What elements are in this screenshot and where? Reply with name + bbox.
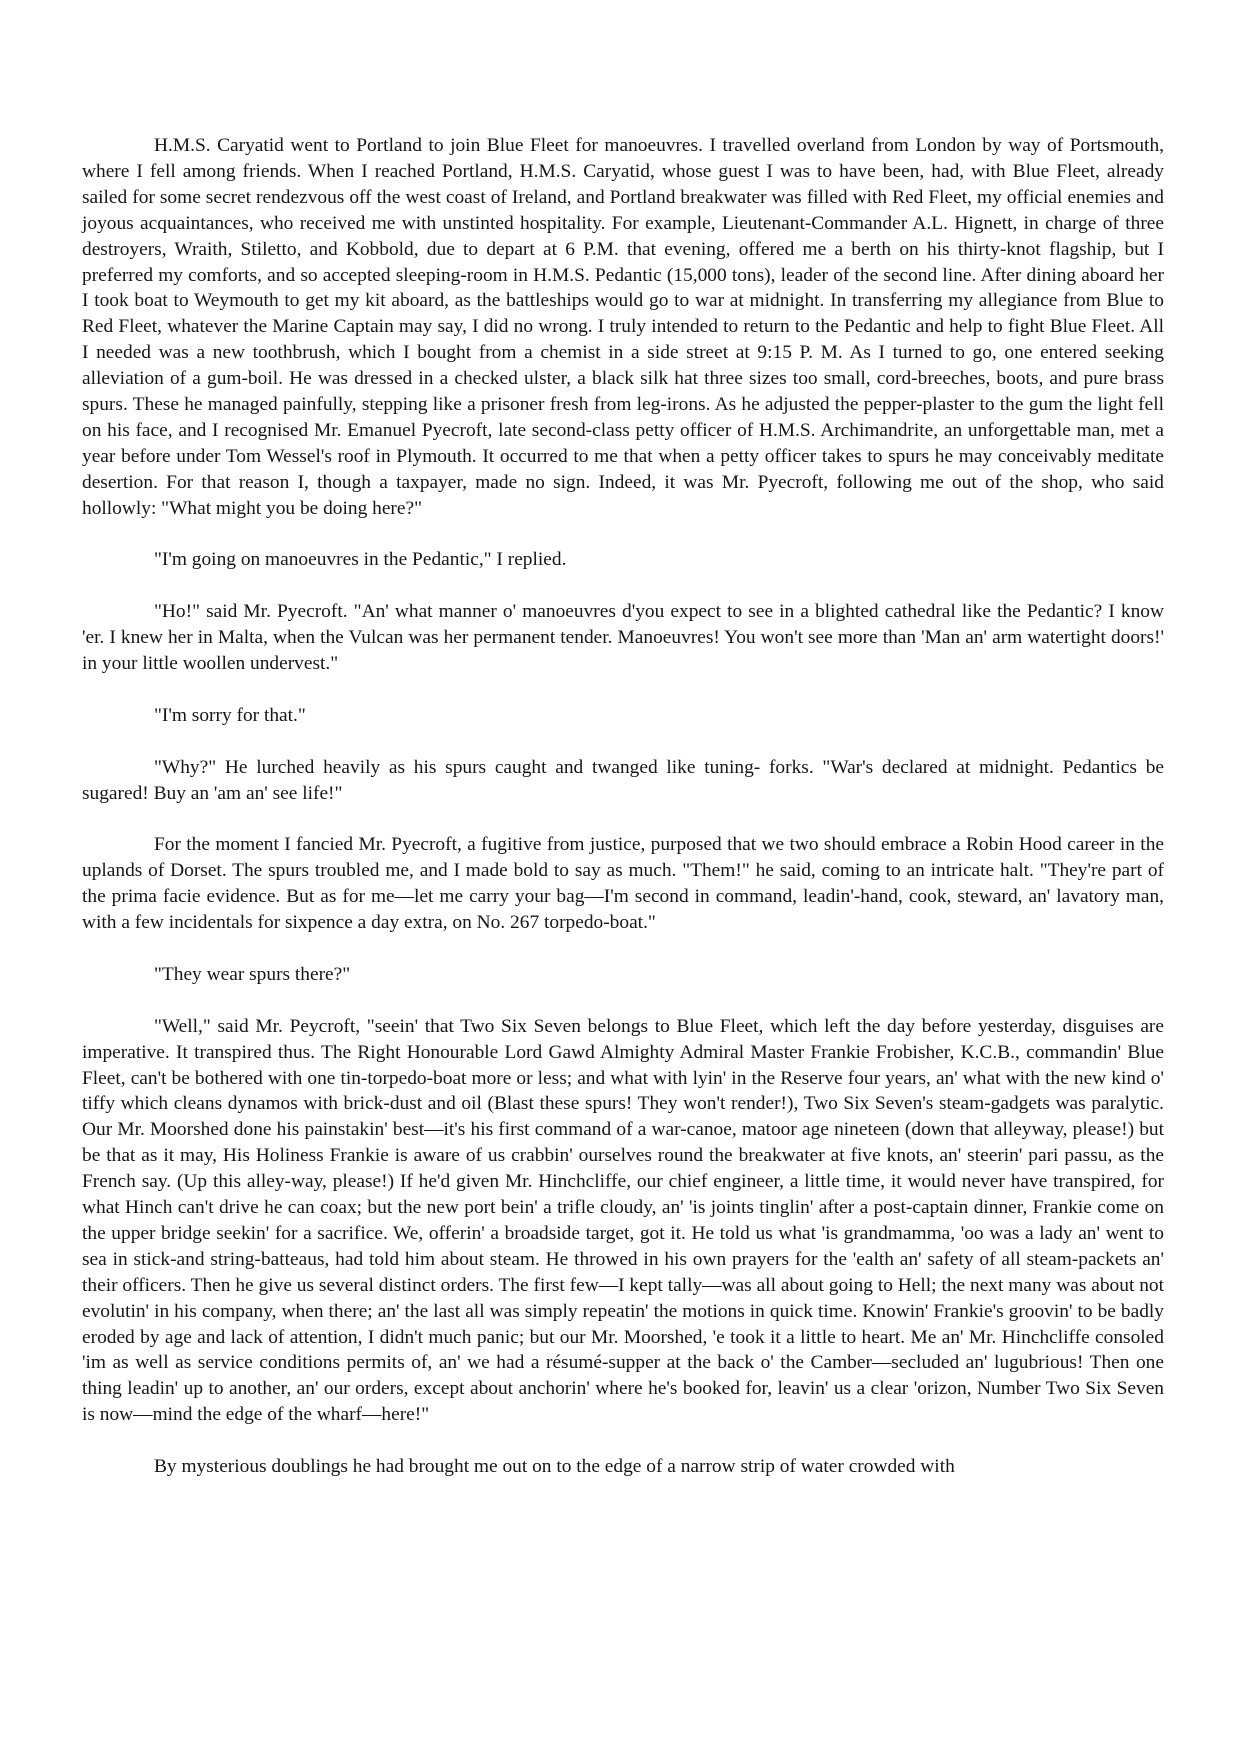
paragraph-3: "Ho!" said Mr. Pyecroft. "An' what manner o' manoeuvres d'you expect to see in a blighted cathedral like the Pedantic? I know 'er. I knew her in Malta, when the Vulcan was her permanent tender. Manoeuvres! You won't see more than 'Man an' arm watertight doors!' in your little woollen undervest.": [82, 601, 1164, 675]
paragraph-4: "I'm sorry for that.": [154, 704, 306, 726]
paragraph-8: "Well," said Mr. Peycroft, "seein' that Two Six Seven belongs to Blue Fleet, which left the day before yesterday, disguises are imperative. It transpired thus. The Right Honourable Lord Gawd Almighty Admiral Master Frankie Frobisher, K.C.B., commandin' Blue Fleet, can't be bothered with one tin-torpedo-boat more or less; and what with lyin' in the Reserve four years, an' what with the new kind o' tiffy which cleans dynamos with brick-dust and oil (Blast these spurs! They won't render!), Two Six Seven's steam-gadgets was paralytic. Our Mr. Moorshed done his painstakin' best—it's his first command of a war-canoe, matoor age nineteen (down that alleyway, please!) but be that as it may, His Holiness Frankie is aware of us crabbin' ourselves round the breakwater at five knots, an' steerin' pari passu, as the French say. (Up this alley-way, please!) If he'd given Mr. Hinchcliffe, our chief engineer, a little time, it would never have transpired, for what Hinch can't drive he can coax; but the new port bein' a trifle cloudy, an' 'is joints tinglin' after a post-captain dinner, Frankie come on the upper bridge seekin' for a sacrifice. We, offerin' a broadside target, got it. He told us what 'is grandmamma, 'oo was a lady an' went to sea in stick-and string-batteaus, had told him about steam. He throwed in his own prayers for the 'ealth an' safety of all steam-packets an' their officers. Then he give us several distinct orders. The first few—I kept tally—was all about going to Hell; the next many was about not evolutin' in his company, when there; an' the last all was simply repeatin' the motions in quick time. Knowin' Frankie's groovin' to be badly eroded by age and lack of attention, I didn't much panic; but our Mr. Moorshed, 'e took it a little to heart. Me an' Mr. Hinchcliffe consoled 'im as well as service conditions permits of, an' we had a résumé-supper at the back o' the Camber—secluded an' lugubrious! Then one thing leadin' up to another, an' our orders, except about anchorin' where he's booked for, leavin' us a clear 'orizon, Number Two Six Seven is now—mind the edge of the wharf—here!": [82, 1015, 1164, 1426]
paragraph-2: "I'm going on manoeuvres in the Pedantic," I replied.: [154, 549, 567, 571]
paragraph-6: For the moment I fancied Mr. Pyecroft, a fugitive from justice, purposed that we two should embrace a Robin Hood career in the uplands of Dorset. The spurs troubled me, and I made bold to say as much. "Them!" he said, coming to an intricate halt. "They're part of the prima facie evidence. But as for me—let me carry your bag—I'm second in command, leadin'-hand, cook, steward, an' lavatory man, with a few incidentals for sixpence a day extra, on No. 267 torpedo-boat.": [82, 834, 1164, 934]
paragraph-5: "Why?" He lurched heavily as his spurs caught and twanged like tuning- forks. "War's declared at midnight. Pedantics be sugared! Buy an 'am an' see life!": [82, 756, 1164, 804]
paragraph-9: By mysterious doublings he had brought me out on to the edge of a narrow strip of water crowded with: [154, 1456, 955, 1478]
paragraph-7: "They wear spurs there?": [154, 963, 351, 985]
document-body: [82, 133, 1164, 1480]
paragraph-1: H.M.S. Caryatid went to Portland to join Blue Fleet for manoeuvres. I travelled overland from London by way of Portsmouth, where I fell among friends. When I reached Portland, H.M.S. Caryatid, whose guest I was to have been, had, with Blue Fleet, already sailed for some secret rendezvous off the west coast of Ireland, and Portland breakwater was filled with Red Fleet, my official enemies and joyous acquaintances, who received me with unstinted hospitality. For example, Lieutenant-Commander A.L. Hignett, in charge of three destroyers, Wraith, Stiletto, and Kobbold, due to depart at 6 P.M. that evening, offered me a berth on his thirty-knot flagship, but I preferred my comforts, and so accepted sleeping-room in H.M.S. Pedantic (15,000 tons), leader of the second line. After dining aboard her I took boat to Weymouth to get my kit aboard, as the battleships would go to war at midnight. In transferring my allegiance from Blue to Red Fleet, whatever the Marine Captain may say, I did no wrong. I truly intended to return to the Pedantic and help to fight Blue Fleet. All I needed was a new toothbrush, which I bought from a chemist in a side street at 9:15 P. M. As I turned to go, one entered seeking alleviation of a gum-boil. He was dressed in a checked ulster, a black silk hat three sizes too small, cord-breeches, boots, and pure brass spurs. These he managed painfully, stepping like a prisoner fresh from leg-irons. As he adjusted the pepper-plaster to the gum the light fell on his face, and I recognised Mr. Emanuel Pyecroft, late second-class petty officer of H.M.S. Archimandrite, an unforgettable man, met a year before under Tom Wessel's roof in Plymouth. It occurred to me that when a petty officer takes to spurs he may conceivably meditate desertion. For that reason I, though a taxpayer, made no sign. Indeed, it was Mr. Pyecroft, following me out of the shop, who said hollowly: "What might you be doing here?": [82, 135, 1164, 519]
